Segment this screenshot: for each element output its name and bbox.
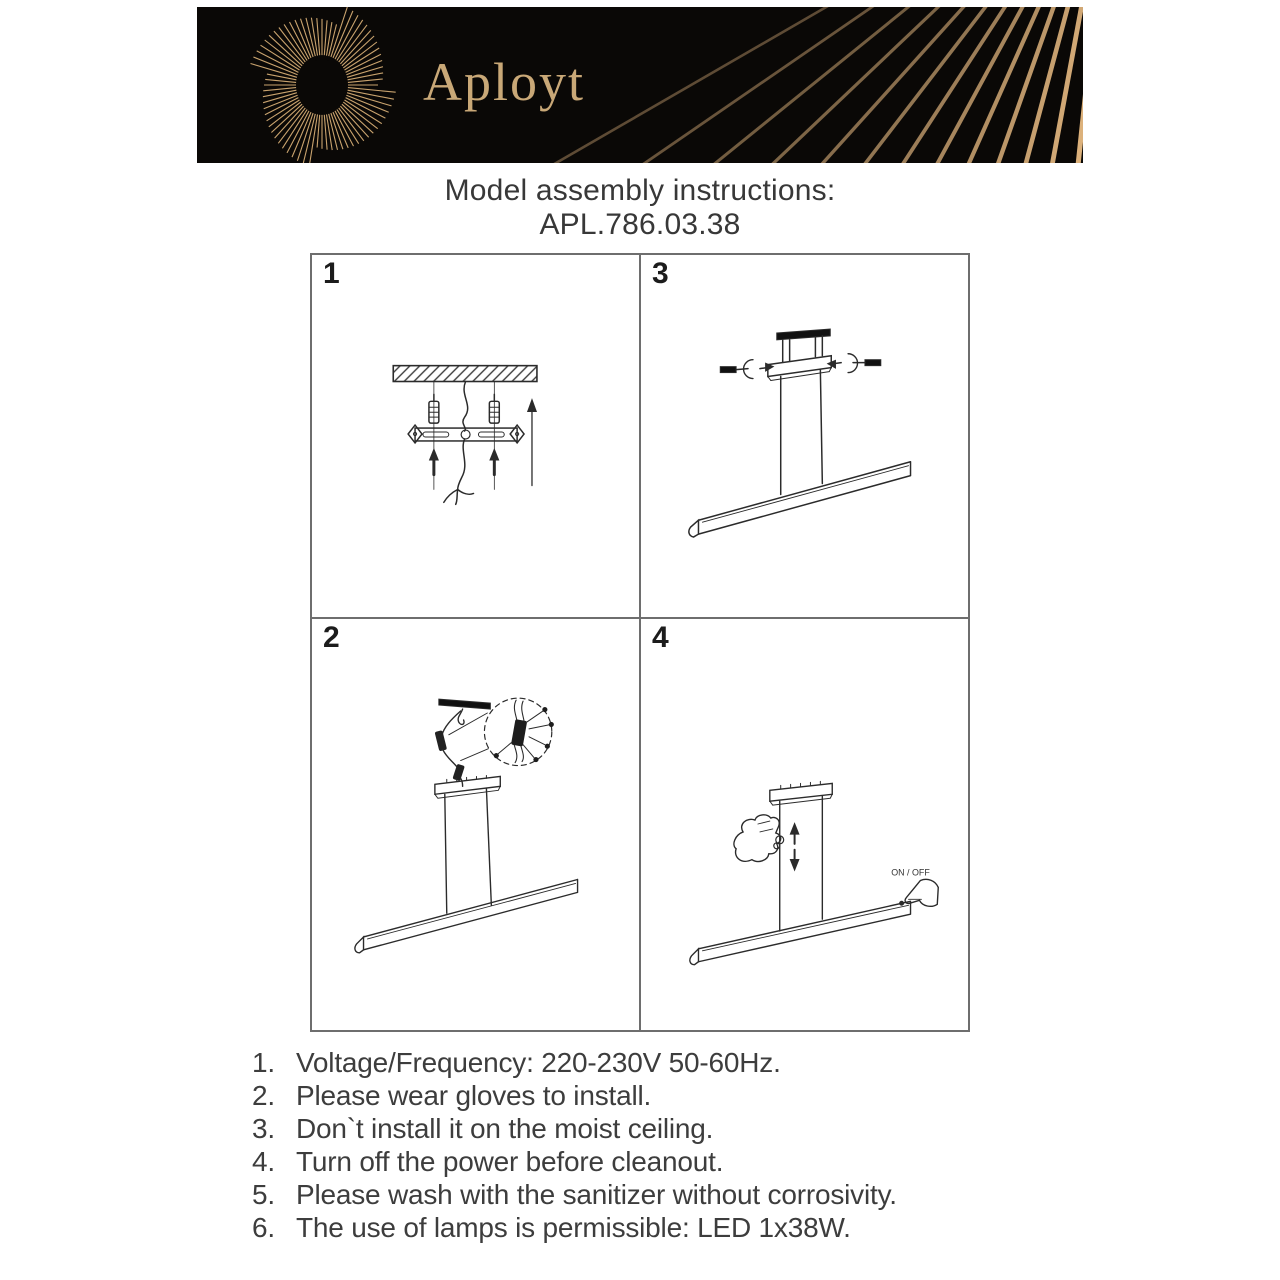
step-number-3: 3	[652, 257, 669, 290]
list-item-text: Turn off the power before cleanout.	[296, 1146, 724, 1177]
step-2-diagram	[312, 619, 639, 1030]
list-item-number: 2.	[252, 1080, 275, 1111]
step-panel-4	[641, 619, 968, 1030]
list-item-number: 5.	[252, 1179, 275, 1210]
list-item-number: 6.	[252, 1212, 275, 1243]
on-off-label: ON / OFF	[891, 867, 930, 878]
step-number-2: 2	[323, 621, 340, 654]
sunburst-logo-icon	[242, 7, 402, 163]
page-title: Model assembly instructions:	[444, 174, 836, 207]
title-block	[0, 174, 1280, 242]
step-number-4: 4	[652, 621, 669, 654]
model-number: APL.786.03.38	[539, 208, 741, 241]
steps-grid	[310, 253, 970, 1032]
brand-wordmark: Aployt	[423, 52, 586, 112]
step-panel-1	[312, 255, 639, 617]
list-item-text: Voltage/Frequency: 220-230V 50-60Hz.	[296, 1047, 781, 1078]
instruction-list	[252, 1046, 1012, 1244]
list-item	[252, 1046, 1012, 1079]
list-item-number: 4.	[252, 1146, 275, 1177]
list-item	[252, 1079, 1012, 1112]
list-item-text: Please wash with the sanitizer without corrosivity.	[296, 1179, 897, 1210]
step-4-diagram	[641, 619, 968, 1030]
list-item	[252, 1178, 1012, 1211]
step-panel-2	[312, 619, 639, 1030]
list-item	[252, 1211, 1012, 1244]
list-item-number: 3.	[252, 1113, 275, 1144]
list-item-text: Please wear gloves to install.	[296, 1080, 652, 1111]
list-item-text: The use of lamps is permissible: LED 1x38W.	[296, 1212, 851, 1243]
step-panel-3	[641, 255, 968, 617]
step-1-diagram	[312, 255, 639, 617]
list-item-number: 1.	[252, 1047, 275, 1078]
list-item-text: Don`t install it on the moist ceiling.	[296, 1113, 714, 1144]
list-item	[252, 1145, 1012, 1178]
list-item	[252, 1112, 1012, 1145]
step-3-diagram	[641, 255, 968, 617]
header-banner	[197, 7, 1083, 163]
step-number-1: 1	[323, 257, 340, 290]
